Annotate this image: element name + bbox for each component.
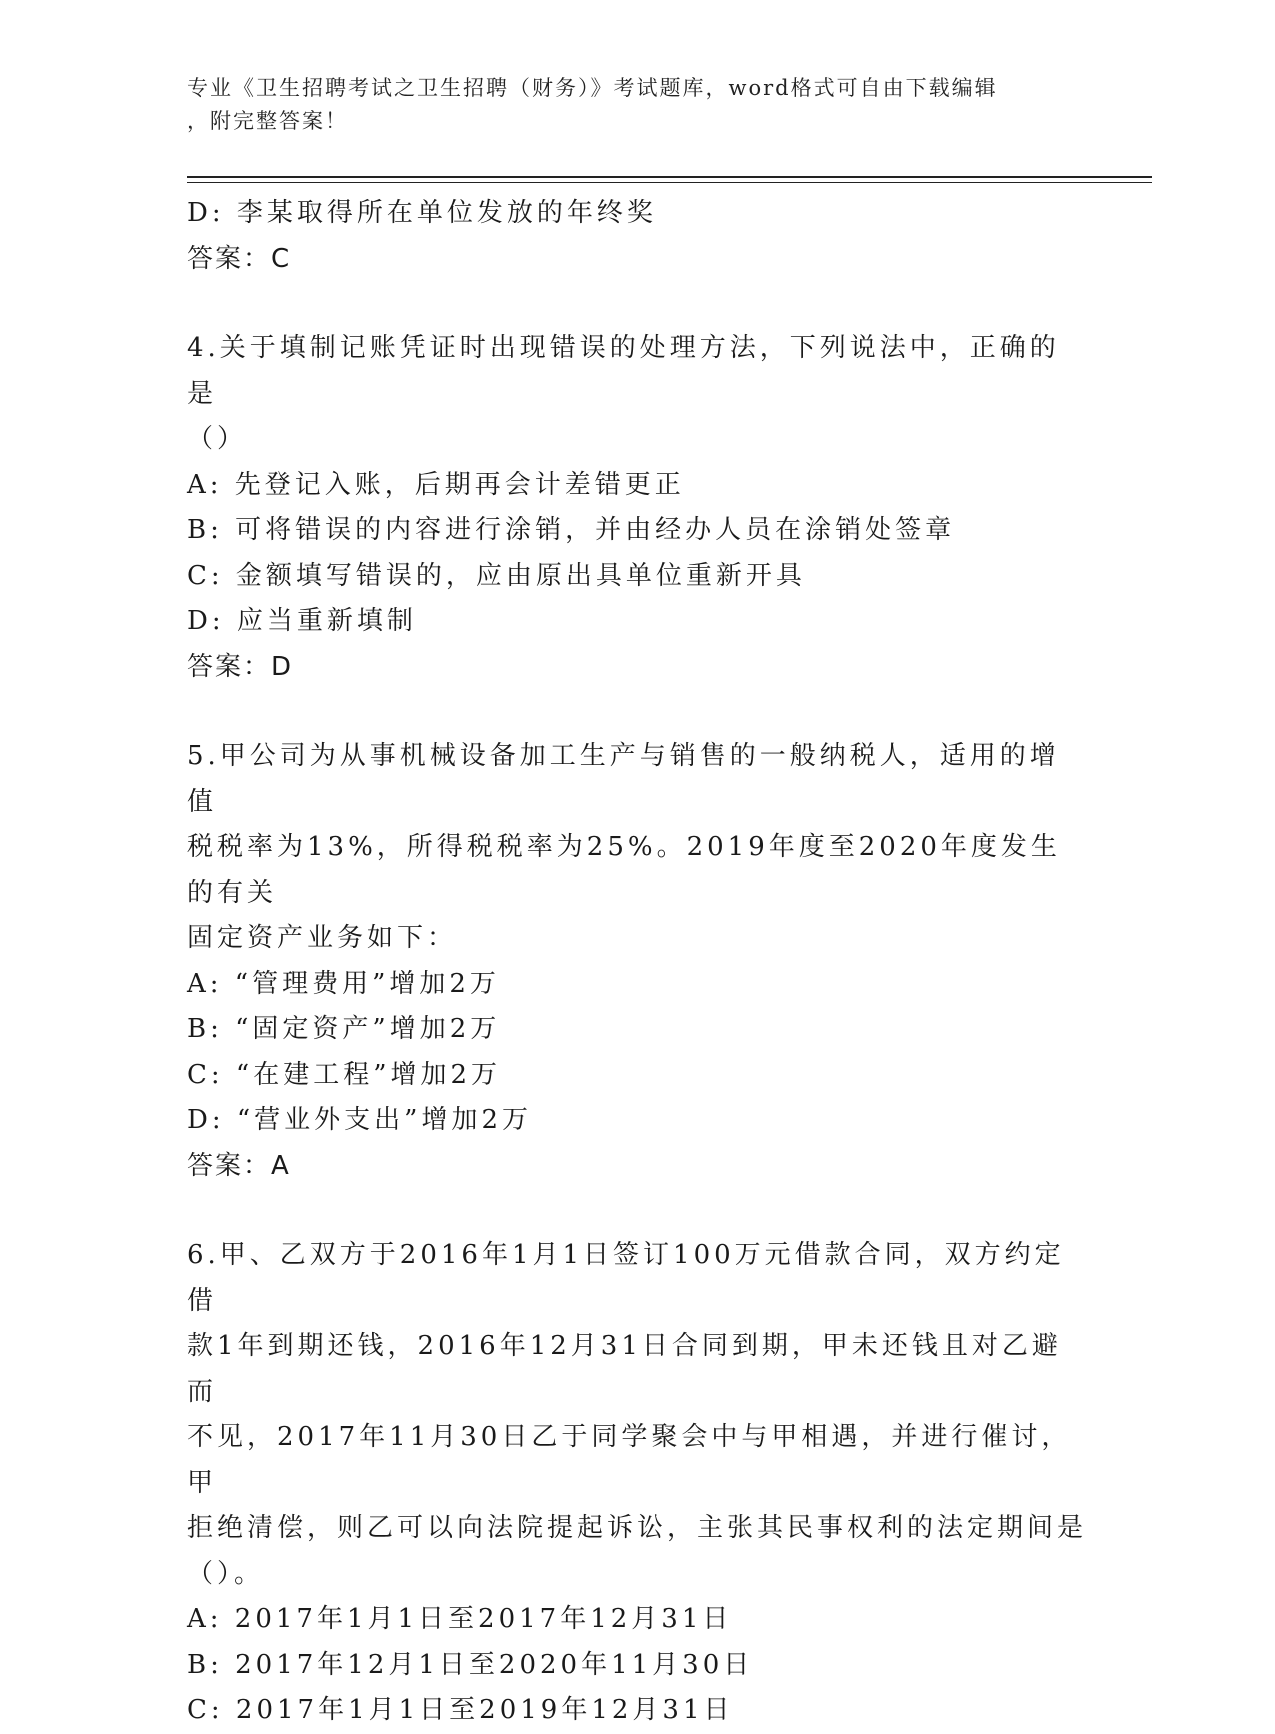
option-b: B: “固定资产”增加2万 xyxy=(187,1014,501,1044)
answer: 答案：D xyxy=(187,651,294,682)
answer: 答案：A xyxy=(187,1150,291,1181)
question-stem: 拒绝清偿，则乙可以向法院提起诉讼，主张其民事权利的法定期间是 xyxy=(187,1513,1088,1543)
option-c: C: “在建工程”增加2万 xyxy=(187,1059,502,1090)
question-stem: 5.甲公司为从事机械设备加工生产与销售的一般纳税人，适用的增值 xyxy=(187,741,1060,817)
header-line-1: 专业《卫生招聘考试之卫生招聘（财务）》考试题库，word格式可自由下载编辑 xyxy=(187,76,998,100)
page-header xyxy=(187,72,1067,138)
question-stem: 不见，2017年11月30日乙于同学聚会中与甲相遇，并进行催讨，甲 xyxy=(187,1422,1072,1498)
question-list xyxy=(187,191,1087,1734)
option-b: B: 2017年12月1日至2020年11月30日 xyxy=(187,1649,754,1680)
option-b: B: 可将错误的内容进行涂销，并由经办人员在涂销处签章 xyxy=(187,515,956,545)
question-stem: 款1年到期还钱，2016年12月31日合同到期，甲未还钱且对乙避而 xyxy=(187,1331,1062,1407)
question-stem: 4.关于填制记账凭证时出现错误的处理方法，下列说法中，正确的是 xyxy=(187,333,1060,409)
option-d: D: “营业外支出”增加2万 xyxy=(187,1105,532,1135)
question-5 xyxy=(187,734,1087,1189)
option-c: C: 2017年1月1日至2019年12月31日 xyxy=(187,1695,734,1725)
question-fragment xyxy=(187,191,1087,282)
question-stem: （） xyxy=(187,424,248,454)
option-a: A: 2017年1月1日至2017年12月31日 xyxy=(187,1604,733,1634)
option-a: A: 先登记入账，后期再会计差错更正 xyxy=(187,469,685,500)
header-divider-thin xyxy=(187,182,1152,183)
option-d: D: 应当重新填制 xyxy=(187,606,417,636)
question-stem: （）。 xyxy=(187,1558,265,1589)
question-stem: 税税率为13%，所得税税率为25%。2019年度至2020年度发生的有关 xyxy=(187,832,1061,908)
option-d: D: 李某取得所在单位发放的年终奖 xyxy=(187,198,657,228)
question-stem: 固定资产业务如下： xyxy=(187,923,458,953)
header-line-2: ，附完整答案！ xyxy=(187,109,348,133)
question-4 xyxy=(187,326,1087,690)
option-a: A: “管理费用”增加2万 xyxy=(187,968,500,999)
question-stem: 6.甲、乙双方于2016年1月1日签订100万元借款合同，双方约定借 xyxy=(187,1240,1065,1316)
header-divider-thick xyxy=(187,176,1152,178)
option-c: C: 金额填写错误的，应由原出具单位重新开具 xyxy=(187,560,806,591)
question-6 xyxy=(187,1233,1087,1734)
answer: 答案：C xyxy=(187,243,292,274)
